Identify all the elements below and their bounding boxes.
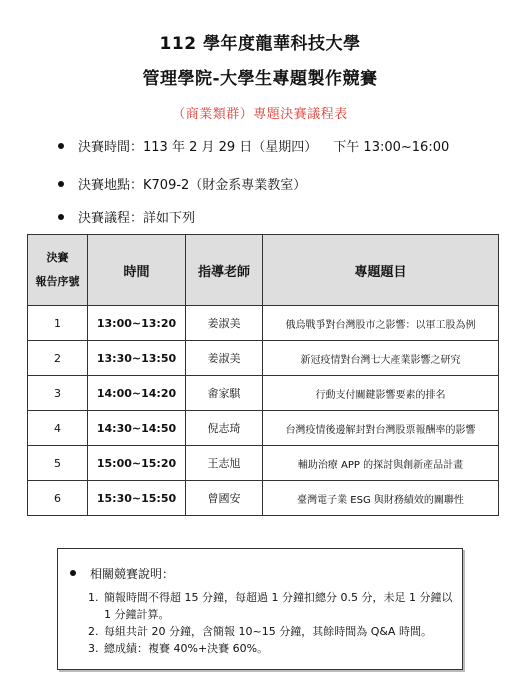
info-agenda bbox=[58, 207, 195, 226]
cell-order: 6 bbox=[28, 481, 88, 516]
note-number: 2. bbox=[88, 625, 99, 638]
info-place bbox=[58, 174, 306, 193]
list-item bbox=[88, 640, 454, 657]
list-item bbox=[88, 623, 454, 640]
header-order-line1: 決賽 bbox=[46, 250, 69, 264]
table-row bbox=[28, 306, 499, 341]
cell-order: 4 bbox=[28, 411, 88, 446]
header-order bbox=[28, 235, 88, 306]
title-university: 112 學年度龍華科技大學 bbox=[159, 34, 361, 54]
bullet-icon bbox=[58, 214, 64, 220]
cell-topic: 輔助治療 APP 的探討與創新產品計畫 bbox=[263, 446, 499, 481]
cell-order: 3 bbox=[28, 376, 88, 411]
notes-box bbox=[57, 548, 463, 670]
cell-time: 14:30~14:50 bbox=[88, 411, 186, 446]
cell-time: 15:30~15:50 bbox=[88, 481, 186, 516]
cell-order: 2 bbox=[28, 341, 88, 376]
cell-topic: 新冠疫情對台灣七大產業影響之研究 bbox=[263, 341, 499, 376]
list-item bbox=[88, 589, 454, 623]
cell-topic: 俄烏戰爭對台灣股市之影響：以軍工股為例 bbox=[263, 306, 499, 341]
cell-order: 5 bbox=[28, 446, 88, 481]
table-row bbox=[28, 376, 499, 411]
info-time-value: 下午 13:00~16:00 bbox=[333, 140, 450, 155]
header-advisor: 指導老師 bbox=[186, 235, 263, 306]
note-number: 3. bbox=[88, 642, 99, 655]
cell-time: 13:00~13:20 bbox=[88, 306, 186, 341]
table-row bbox=[28, 411, 499, 446]
notes-heading bbox=[70, 565, 174, 582]
cell-advisor: 曾國安 bbox=[186, 481, 263, 516]
cell-time: 15:00~15:20 bbox=[88, 446, 186, 481]
info-agenda-text: 決賽議程：詳如下列 bbox=[78, 211, 196, 226]
cell-advisor: 姜淑美 bbox=[186, 341, 263, 376]
cell-topic: 臺灣電子業 ESG 與財務績效的關聯性 bbox=[263, 481, 499, 516]
info-time bbox=[58, 136, 449, 155]
cell-order: 1 bbox=[28, 306, 88, 341]
bullet-icon bbox=[58, 143, 64, 149]
cell-topic: 台灣疫情後邊解封對台灣股票報酬率的影響 bbox=[263, 411, 499, 446]
notes-list bbox=[88, 589, 454, 657]
subtitle-agenda: （商業類群）專題決賽議程表 bbox=[172, 107, 348, 122]
schedule-table bbox=[27, 234, 499, 516]
cell-advisor: 倪志琦 bbox=[186, 411, 263, 446]
table-row bbox=[28, 446, 499, 481]
cell-time: 13:30~13:50 bbox=[88, 341, 186, 376]
bullet-icon bbox=[70, 570, 76, 576]
info-time-label: 決賽時間：113 年 2 月 29 日（星期四） bbox=[78, 140, 318, 155]
note-text: 簡報時間不得超 15 分鐘，每超過 1 分鐘扣總分 0.5 分，未足 1 分鐘以 1 分鐘計算。 bbox=[104, 591, 453, 621]
header-time: 時間 bbox=[88, 235, 186, 306]
header-order-line2: 報告序號 bbox=[35, 275, 80, 288]
cell-advisor: 姜淑美 bbox=[186, 306, 263, 341]
title-competition: 管理學院-大學生專題製作競賽 bbox=[142, 69, 378, 89]
header-topic: 專題題目 bbox=[263, 235, 499, 306]
notes-heading-text: 相關競賽說明： bbox=[90, 567, 175, 581]
table-header-row bbox=[28, 235, 499, 306]
bullet-icon bbox=[58, 181, 64, 187]
cell-time: 14:00~14:20 bbox=[88, 376, 186, 411]
note-number: 1. bbox=[88, 591, 99, 604]
note-text: 總成績：複賽 40%+決賽 60%。 bbox=[104, 642, 269, 655]
note-text: 每組共計 20 分鐘，含簡報 10~15 分鐘，其餘時間為 Q&A 時間。 bbox=[104, 625, 432, 638]
cell-advisor: 王志旭 bbox=[186, 446, 263, 481]
table-row bbox=[28, 341, 499, 376]
table-row bbox=[28, 481, 499, 516]
info-place-text: 決賽地點：K709-2（財金系專業教室） bbox=[78, 178, 307, 193]
cell-topic: 行動支付關鍵影響要素的排名 bbox=[263, 376, 499, 411]
cell-advisor: 畬家騏 bbox=[186, 376, 263, 411]
